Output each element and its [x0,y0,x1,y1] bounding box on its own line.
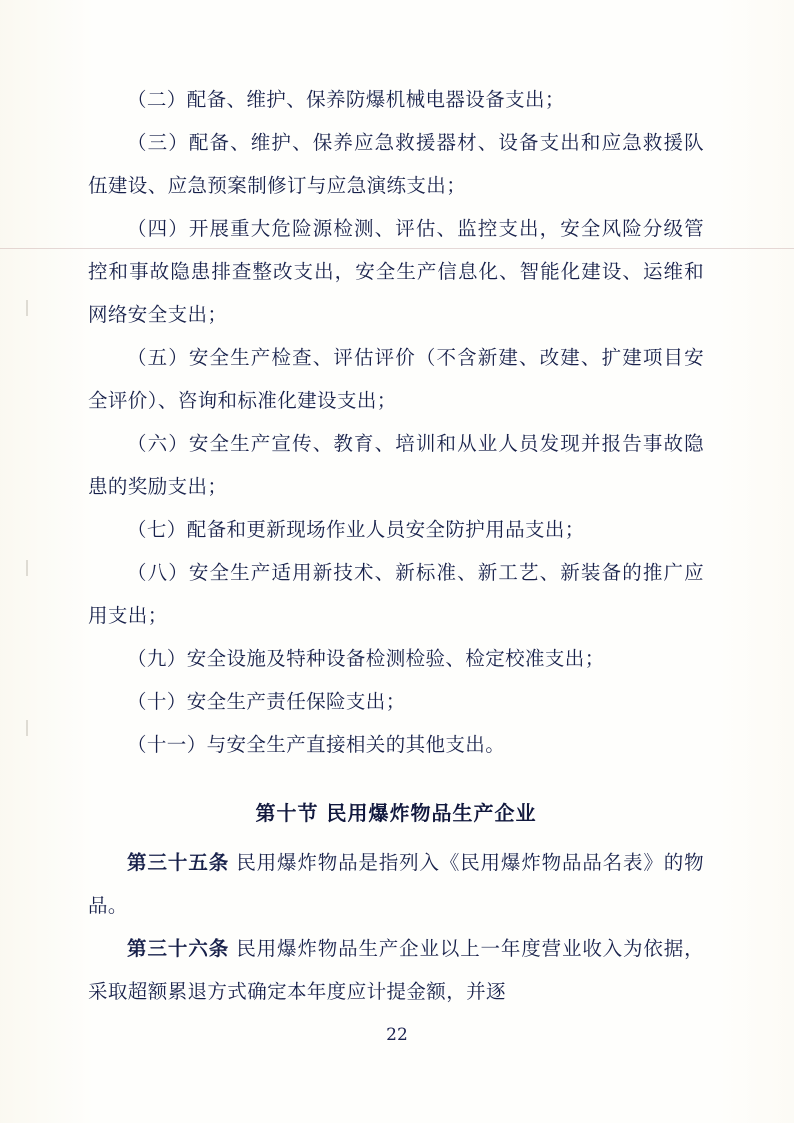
article-paragraph [88,927,704,1013]
list-item: （十）安全生产责任保险支出； [127,690,406,713]
section-heading: 第十节 民用爆炸物品生产企业 [255,801,537,825]
list-item: （四）开展重大危险源检测、评估、监控支出，安全风险分级管控和事故隐患排查整改支出，安全生产信息化、智能化建设、运维和网络安全支出； [88,217,704,326]
list-item: （九）安全设施及特种设备检测检验、检定校准支出； [127,647,605,670]
page-number: 22 [386,1025,408,1045]
list-item: （十一）与安全生产直接相关的其他支出。 [127,733,506,756]
article-text: 民用爆炸物品是指列入《民用爆炸物品品名表》的物品。 [88,851,704,917]
article-label: 第三十六条 [127,937,230,960]
list-item: （八）安全生产适用新技术、新标准、新工艺、新装备的推广应用支出； [88,561,704,627]
article-paragraph [88,841,704,927]
list-item: （六）安全生产宣传、教育、培训和从业人员发现并报告事故隐患的奖励支出； [88,432,704,498]
list-item: （五）安全生产检查、评估评价（不含新建、改建、扩建项目安全评价）、咨询和标准化建设支出； [88,346,704,412]
list-item: （七）配备和更新现场作业人员安全防护用品支出； [127,518,585,541]
list-item: （三）配备、维护、保养应急救援器材、设备支出和应急救援队伍建设、应急预案制修订与应急演练支出； [88,131,704,197]
article-text: 民用爆炸物品生产企业以上一年度营业收入为依据，采取超额累退方式确定本年度应计提金额，并逐 [88,937,704,1003]
article-label: 第三十五条 [127,851,230,874]
list-item: （二）配备、维护、保养防爆机械电器设备支出； [127,88,565,111]
